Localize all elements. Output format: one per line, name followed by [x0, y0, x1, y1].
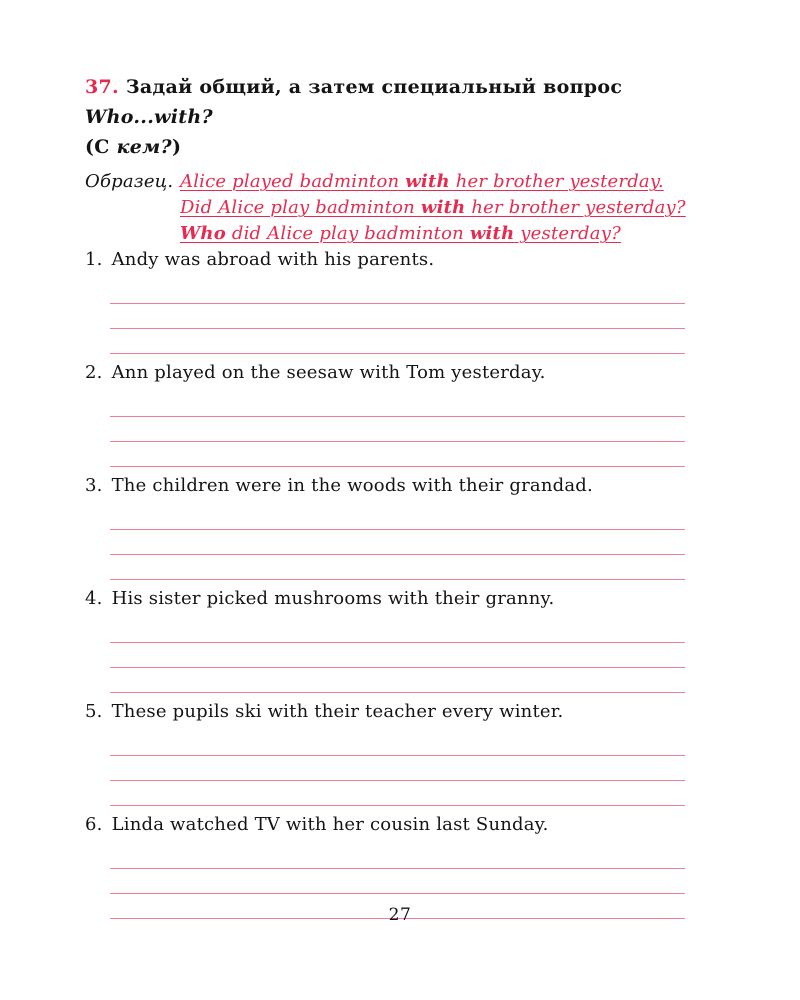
answer-line — [110, 555, 685, 580]
item-text: These pupils ski with their teacher every winter. — [111, 701, 564, 722]
answer-line — [110, 417, 685, 442]
answer-lines — [110, 618, 685, 693]
example-line3-post: yesterday? — [514, 223, 621, 244]
example-line — [180, 169, 686, 195]
example-line2-post: her brother yesterday? — [465, 197, 686, 218]
exercise-title — [85, 72, 715, 162]
example-line1-pre: Alice played badminton — [180, 171, 406, 192]
item-sentence — [85, 812, 715, 838]
example-line1-bold: with — [405, 171, 450, 192]
answer-lines — [110, 392, 685, 467]
answer-line — [110, 392, 685, 417]
example-block — [85, 169, 715, 247]
example-line2-pre: Did Alice play badminton — [180, 197, 421, 218]
exercise-subtitle — [85, 132, 715, 162]
answer-lines — [110, 505, 685, 580]
answer-line — [110, 505, 685, 530]
example-line — [180, 221, 686, 247]
item-sentence — [85, 473, 715, 499]
item-text: The children were in the woods with their grandad. — [111, 475, 593, 496]
exercise-title-text: Задай общий, а затем специальный вопрос — [125, 76, 623, 98]
answer-line — [110, 304, 685, 329]
exercise-subtitle-pre: (С — [85, 136, 117, 158]
item-sentence — [85, 586, 715, 612]
example-line2-bold: with — [420, 197, 466, 218]
exercise-title-emph: Who...with? — [85, 106, 213, 128]
item-number: 5. — [85, 701, 103, 722]
exercise-item — [85, 586, 715, 693]
exercise-item — [85, 360, 715, 467]
example-line1-post: her brother yesterday. — [449, 171, 664, 192]
item-sentence — [85, 699, 715, 725]
answer-lines — [110, 731, 685, 806]
page-number: 27 — [388, 905, 412, 925]
example-lines — [180, 169, 686, 247]
item-sentence — [85, 360, 715, 386]
answer-line — [110, 530, 685, 555]
exercise-item — [85, 699, 715, 806]
exercise-item — [85, 247, 715, 354]
answer-line — [110, 731, 685, 756]
answer-line — [110, 329, 685, 354]
answer-lines — [110, 279, 685, 354]
item-text: His sister picked mushrooms with their granny. — [111, 588, 555, 609]
exercise-item — [85, 473, 715, 580]
answer-line — [110, 643, 685, 668]
example-line3-bold2: with — [469, 223, 515, 244]
exercise-items — [85, 247, 715, 919]
example-line3-bold1: Who — [180, 223, 226, 244]
item-number: 4. — [85, 588, 103, 609]
example-line — [180, 195, 686, 221]
answer-line — [110, 756, 685, 781]
item-number: 2. — [85, 362, 103, 383]
item-text: Linda watched TV with her cousin last Sunday. — [111, 814, 549, 835]
exercise-subtitle-emph: кем? — [116, 136, 172, 158]
exercise-item — [85, 812, 715, 919]
item-number: 3. — [85, 475, 103, 496]
exercise-subtitle-post: ) — [171, 136, 182, 158]
answer-line — [110, 781, 685, 806]
example-line3-mid: did Alice play badminton — [225, 223, 470, 244]
answer-line — [110, 668, 685, 693]
answer-line — [110, 844, 685, 869]
item-sentence — [85, 247, 715, 273]
item-text: Ann played on the seesaw with Tom yesterday. — [111, 362, 546, 383]
example-label: Образец. — [85, 171, 174, 192]
item-number: 6. — [85, 814, 103, 835]
answer-line — [110, 442, 685, 467]
item-number: 1. — [85, 249, 103, 270]
answer-line — [110, 279, 685, 304]
exercise-number: 37. — [85, 76, 119, 98]
item-text: Andy was abroad with his parents. — [111, 249, 435, 270]
answer-line — [110, 869, 685, 894]
answer-line — [110, 618, 685, 643]
